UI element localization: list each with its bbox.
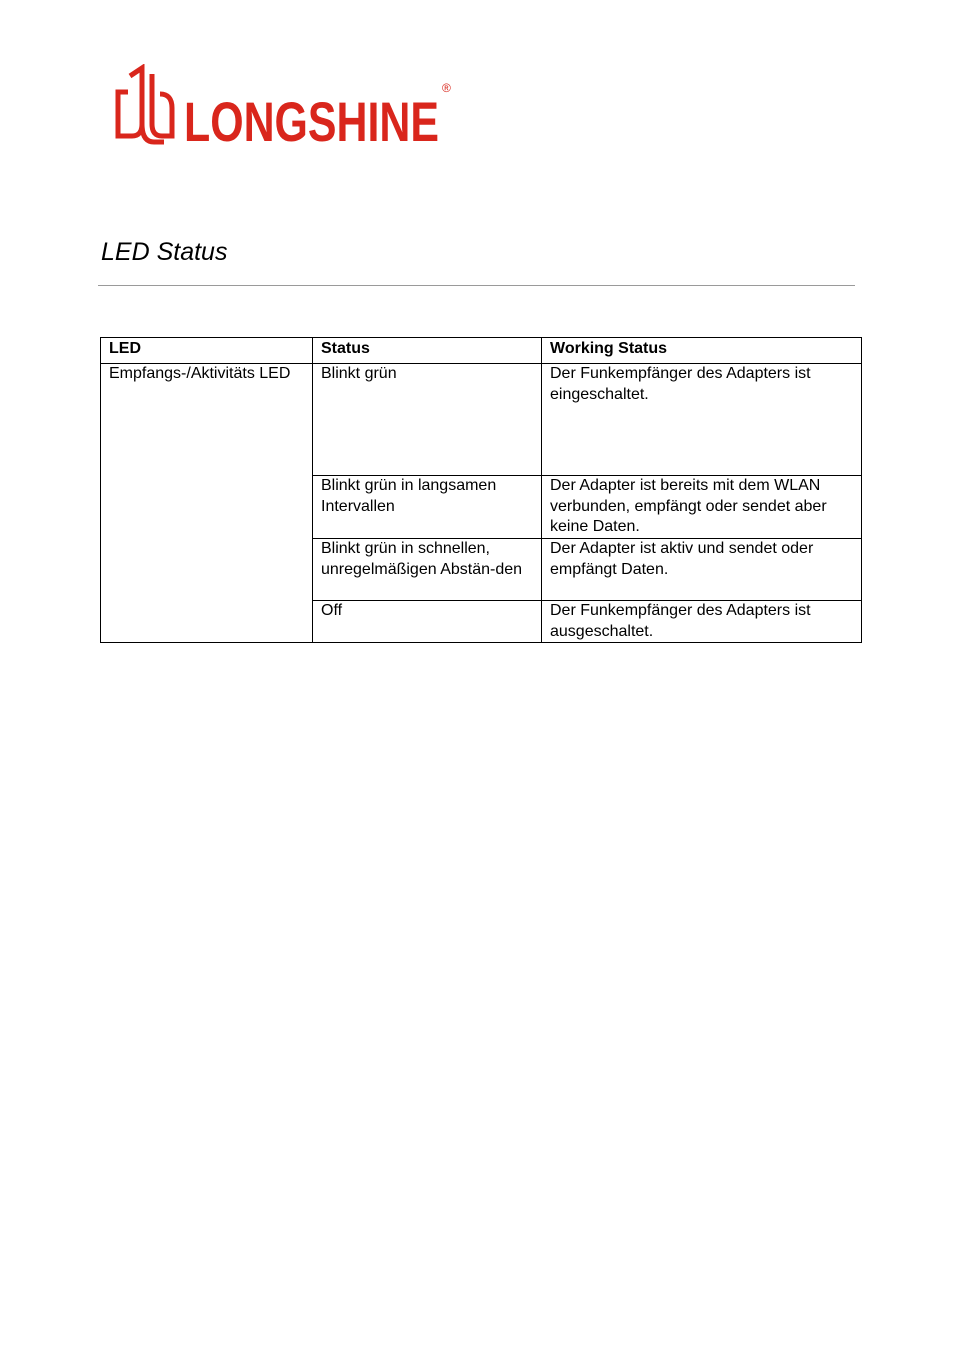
page-title: LED Status [101, 238, 228, 266]
table-row [101, 364, 862, 476]
status-cell: Off [313, 601, 542, 643]
header-status: Status [313, 338, 542, 364]
working-status-cell: Der Adapter ist aktiv und sendet oder empfängt Daten. [542, 539, 862, 601]
header-working-status: Working Status [542, 338, 862, 364]
divider [98, 285, 855, 286]
status-cell: Blinkt grün [313, 364, 542, 476]
registered-mark: ® [442, 81, 451, 95]
logo-wordmark: LONGSHINE [184, 90, 439, 148]
led-name-cell [101, 364, 313, 643]
status-cell: Blinkt grün in langsamen Intervallen [313, 476, 542, 539]
led-name: Empfangs-/Aktivitäts LED [109, 365, 291, 382]
working-status-cell: Der Funkempfänger des Adapters ist eingeschaltet. [542, 364, 862, 476]
status-cell: Blinkt grün in schnellen, unregelmäßigen Abstän-den [313, 539, 542, 601]
led-status-table [100, 337, 862, 643]
working-status-cell: Der Funkempfänger des Adapters ist ausgeschaltet. [542, 601, 862, 643]
working-status-cell: Der Adapter ist bereits mit dem WLAN verbunden, empfängt oder sendet aber keine Daten. [542, 476, 862, 539]
longshine-logo [112, 64, 457, 148]
header-led: LED [101, 338, 313, 364]
logo-mark-icon [112, 64, 457, 148]
table-header-row [101, 338, 862, 364]
